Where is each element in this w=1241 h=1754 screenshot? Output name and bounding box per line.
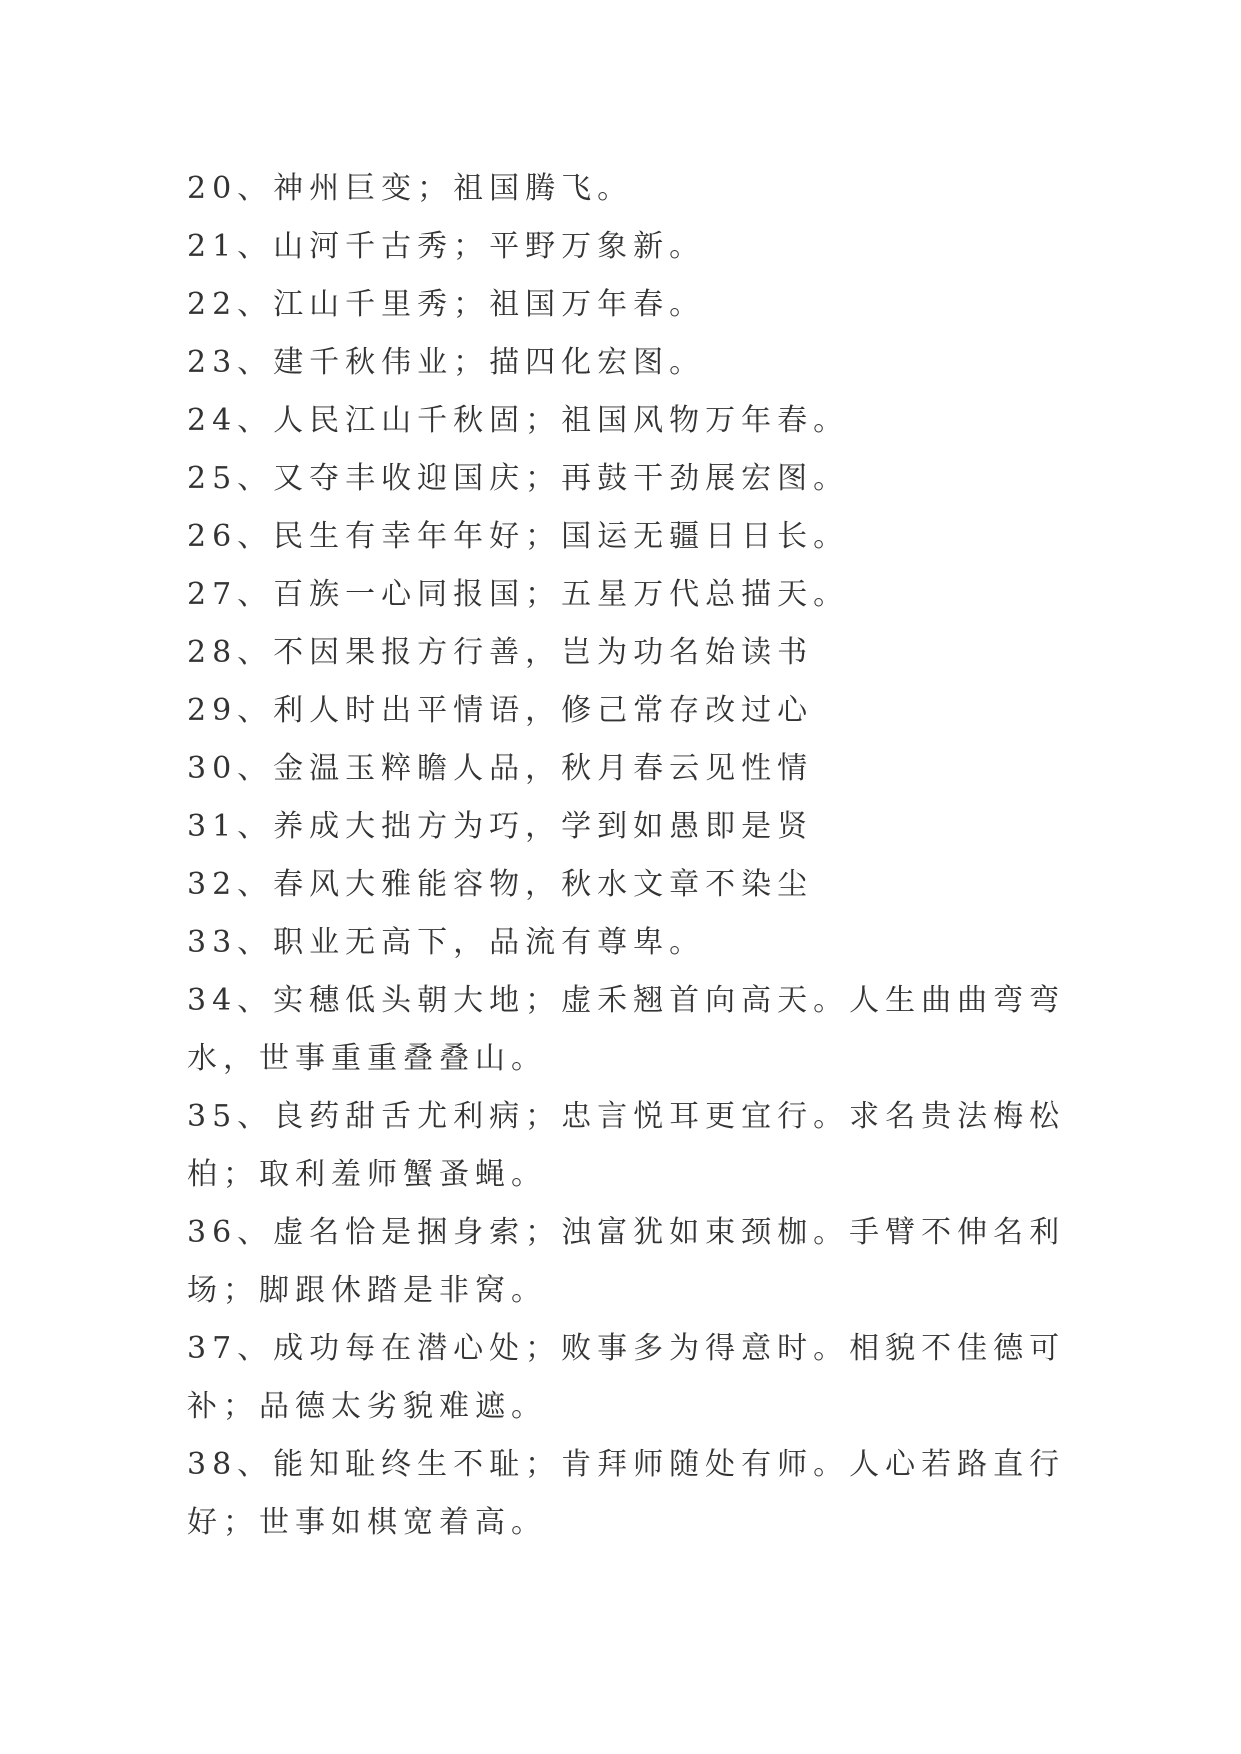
couplet-entry-28: 28、不因果报方行善，岂为功名始读书 — [187, 635, 814, 670]
couplet-entry-24: 24、人民江山千秋固；祖国风物万年春。 — [187, 403, 850, 438]
couplet-entry-21: 21、山河千古秀；平野万象新。 — [187, 229, 706, 264]
couplet-entry-31: 31、养成大拙方为巧，学到如愚即是贤 — [187, 809, 814, 844]
couplet-entry-22: 22、江山千里秀；祖国万年春。 — [187, 287, 706, 322]
couplet-entry-34: 34、实穗低头朝大地；虚禾翘首向高天。人生曲曲弯弯水，世事重重叠叠山。 — [187, 983, 1066, 1076]
couplet-entry-37: 37、成功每在潜心处；败事多为得意时。相貌不佳德可补；品德太劣貌难遮。 — [187, 1331, 1066, 1424]
couplet-entry-32: 32、春风大雅能容物，秋水文章不染尘 — [187, 867, 814, 902]
couplet-entry-38: 38、能知耻终生不耻；肯拜师随处有师。人心若路直行好；世事如棋宽着高。 — [187, 1447, 1066, 1540]
couplet-list — [187, 160, 1067, 1552]
couplet-entry-36: 36、虚名恰是捆身索；浊富犹如束颈枷。手臂不伸名利场；脚跟休踏是非窝。 — [187, 1215, 1066, 1308]
couplet-entry-29: 29、利人时出平情语，修己常存改过心 — [187, 693, 814, 728]
couplet-entry-20: 20、神州巨变；祖国腾飞。 — [187, 171, 634, 206]
couplet-entry-25: 25、又夺丰收迎国庆；再鼓干劲展宏图。 — [187, 461, 850, 496]
couplet-entry-33: 33、职业无高下，品流有尊卑。 — [187, 925, 706, 960]
couplet-entry-35: 35、良药甜舌尤利病；忠言悦耳更宜行。求名贵法梅松柏；取利羞师蟹蚤蝇。 — [187, 1099, 1066, 1192]
couplet-entry-26: 26、民生有幸年年好；国运无疆日日长。 — [187, 519, 850, 554]
couplet-entry-23: 23、建千秋伟业；描四化宏图。 — [187, 345, 706, 380]
couplet-entry-30: 30、金温玉粹瞻人品，秋月春云见性情 — [187, 751, 814, 786]
couplet-entry-27: 27、百族一心同报国；五星万代总描天。 — [187, 577, 850, 612]
